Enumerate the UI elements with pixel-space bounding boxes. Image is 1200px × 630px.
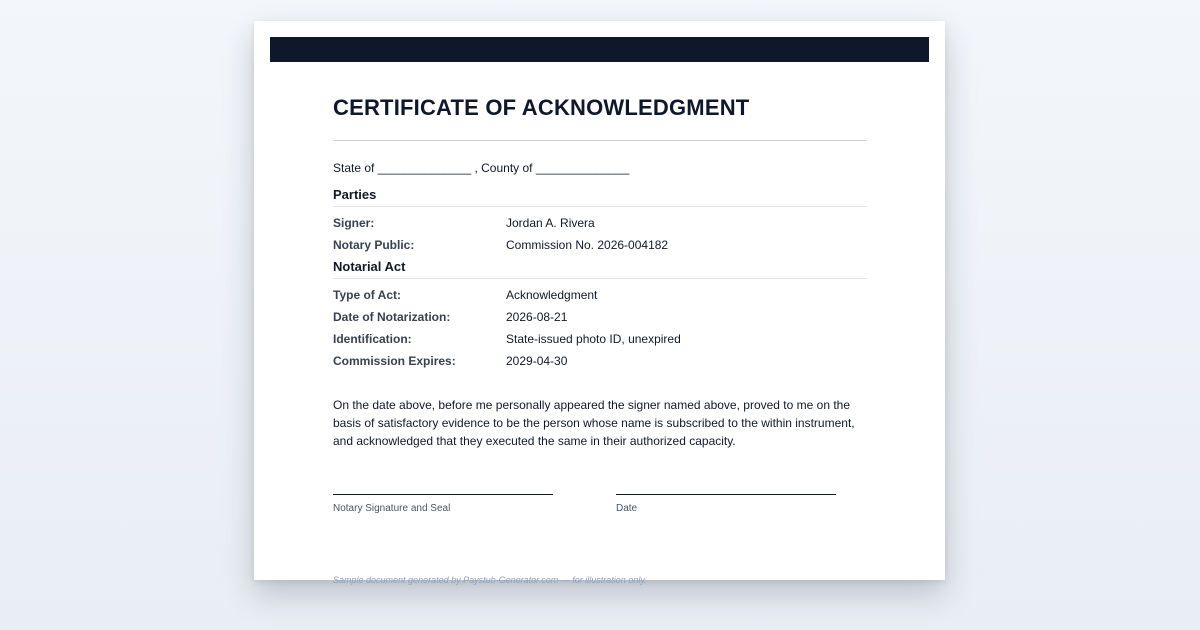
- document-content: [333, 91, 867, 585]
- section-divider-notarial-act: [333, 278, 867, 279]
- date-signature-line: [616, 494, 836, 495]
- field-row-type-of-act: [333, 287, 867, 303]
- field-row-signer: [333, 215, 867, 231]
- field-value: Acknowledgment: [506, 288, 598, 302]
- footer-disclaimer: Sample document generated by Paystub-Generator.com — for illustration only.: [333, 575, 647, 585]
- title-divider: [333, 140, 867, 141]
- section-divider-parties: [333, 206, 867, 207]
- state-county-line: State of ______________ , County of ______________: [333, 161, 630, 175]
- field-row-identification: [333, 331, 867, 347]
- document-title: CERTIFICATE OF ACKNOWLEDGMENT: [333, 95, 750, 120]
- field-value: State-issued photo ID, unexpired: [506, 332, 681, 346]
- field-row-commission-expires: [333, 353, 867, 369]
- section-heading-parties: Parties: [333, 187, 377, 202]
- field-row-date-of-notarization: [333, 309, 867, 325]
- field-value: Commission No. 2026-004182: [506, 238, 669, 252]
- date-caption: Date: [616, 503, 638, 514]
- field-value: Jordan A. Rivera: [506, 216, 595, 230]
- field-label: Type of Act:: [333, 288, 401, 302]
- field-value: 2026-08-21: [506, 310, 568, 324]
- field-label: Notary Public:: [333, 238, 415, 252]
- field-label: Identification:: [333, 332, 412, 346]
- field-label: Signer:: [333, 216, 375, 230]
- field-label: Date of Notarization:: [333, 310, 451, 324]
- notary-signature-line: [333, 494, 553, 495]
- field-value: 2029-04-30: [506, 354, 568, 368]
- acknowledgment-statement: On the date above, before me personally appeared the signer named above, proved to me on the basis of satisfactory evidence to be the person whose name is subscribed to the within instrument, and acknowledged that they executed the same in their authorized capacity.: [333, 398, 855, 448]
- document-page: [254, 21, 945, 585]
- notary-signature-caption: Notary Signature and Seal: [333, 503, 451, 514]
- field-row-notary-public: [333, 237, 867, 253]
- field-label: Commission Expires:: [333, 354, 456, 368]
- section-heading-notarial-act: Notarial Act: [333, 259, 406, 274]
- header-bar: [270, 37, 929, 62]
